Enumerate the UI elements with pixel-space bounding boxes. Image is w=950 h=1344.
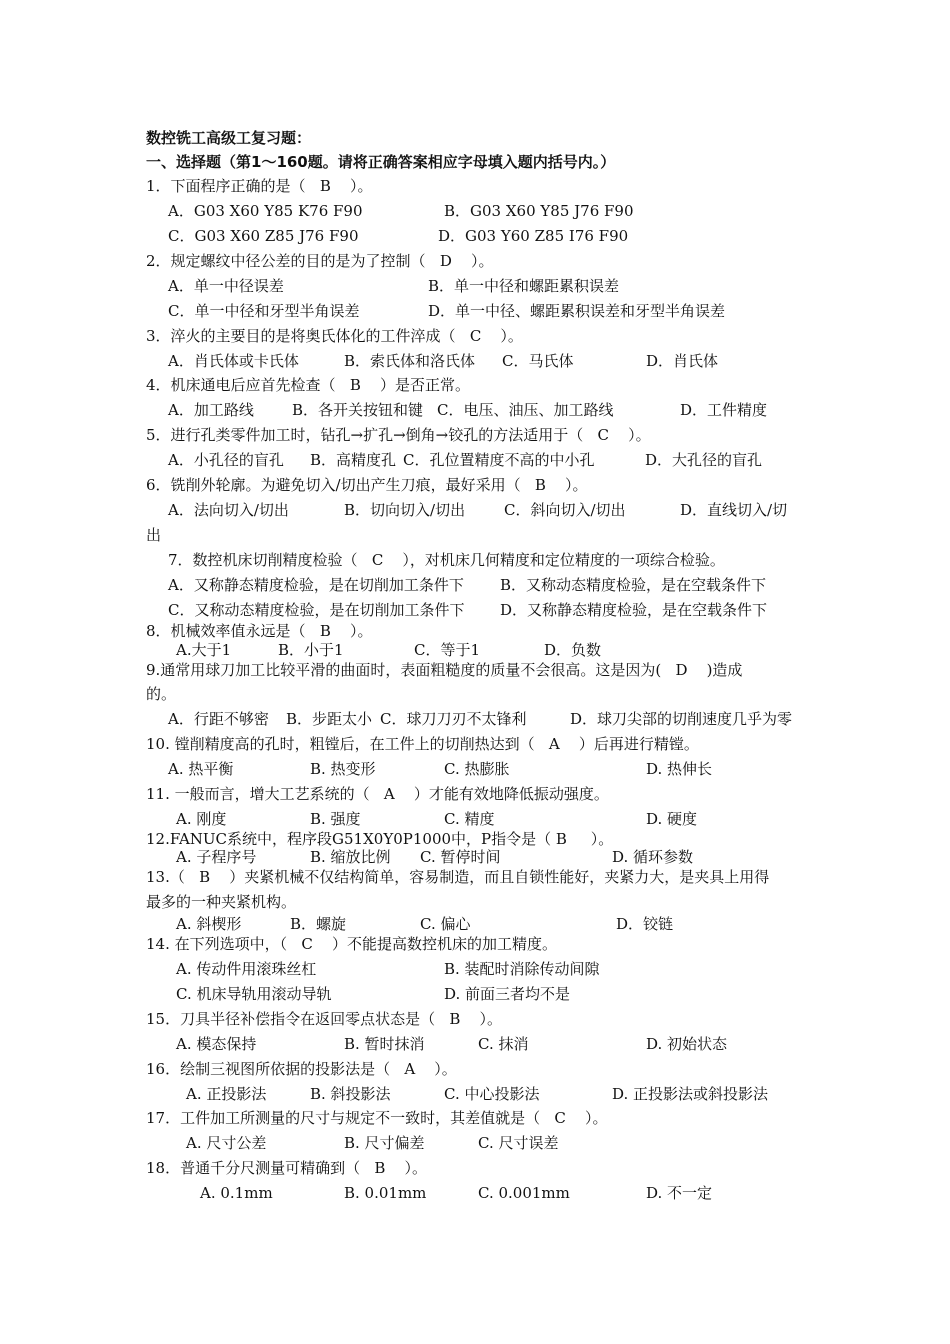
- text-line: C．又称动态精度检验，是在切削加工条件下: [168, 601, 465, 619]
- text-line: C. 尺寸误差: [478, 1134, 559, 1152]
- text-line: A. 刚度: [176, 810, 227, 828]
- text-line: A．肖氏体或卡氏体: [168, 352, 299, 370]
- text-line: C．球刀刀刃不太锋利: [380, 710, 527, 728]
- text-line: B. 装配时消除传动间隙: [444, 960, 600, 978]
- text-line: B. 缩放比例: [310, 848, 391, 866]
- text-line: 最多的一种夹紧机构。: [146, 893, 297, 911]
- section-heading: 一、选择题（第1～160题。请将正确答案相应字母填入题内括号内。）: [146, 153, 616, 171]
- text-line: D．又称静态精度检验，是在空载条件下: [500, 601, 768, 619]
- text-line: D．工件精度: [680, 401, 768, 419]
- text-line: D. 前面三者均不是: [444, 985, 571, 1003]
- text-line: B. 暂时抹消: [344, 1035, 425, 1053]
- text-line: 9.通常用球刀加工比较平滑的曲面时，表面粗糙度的质量不会很高。这是因为( D )造成: [146, 661, 743, 679]
- text-line: D．负数: [544, 641, 602, 659]
- text-line: D. 正投影法或斜投影法: [612, 1085, 769, 1103]
- text-line: 13.（ B ）夹紧机械不仅结构简单，容易制造，而且自锁性能好，夹紧力大，是夹具上用得: [146, 868, 770, 886]
- text-line: C．G03 X60 Z85 J76 F90: [168, 227, 359, 245]
- text-line: A．加工路线: [168, 401, 254, 419]
- text-line: B．单一中径和螺距累积误差: [428, 277, 620, 295]
- text-line: B．螺旋: [290, 915, 347, 933]
- text-line: B．步距太小: [286, 710, 373, 728]
- text-line: B. 强度: [310, 810, 361, 828]
- text-line: B．又称动态精度检验，是在空载条件下: [500, 576, 767, 594]
- text-line: 16．绘制三视图所依据的投影法是（ A ）。: [146, 1060, 457, 1078]
- text-line: C．单一中径和牙型半角误差: [168, 302, 360, 320]
- text-line: B. 斜投影法: [310, 1085, 391, 1103]
- text-line: A．单一中径误差: [168, 277, 284, 295]
- text-line: A．又称静态精度检验，是在切削加工条件下: [168, 576, 464, 594]
- text-line: B．索氏体和洛氏体: [344, 352, 476, 370]
- text-line: D．大孔径的盲孔: [645, 451, 763, 469]
- text-line: 10. 镗削精度高的孔时，粗镗后，在工件上的切削热达到（ A ）后再进行精镗。: [146, 735, 699, 753]
- text-line: B. 尺寸偏差: [344, 1134, 425, 1152]
- text-line: 4．机床通电后应首先检查（ B ）是否正常。: [146, 376, 470, 394]
- text-line: 18．普通千分尺测量可精确到（ B ）。: [146, 1159, 427, 1177]
- document-title: 数控铣工高级工复习题：: [146, 129, 312, 147]
- text-line: C. 热膨胀: [444, 760, 510, 778]
- text-line: D. 热伸长: [646, 760, 713, 778]
- text-line: A. 传动件用滚珠丝杠: [176, 960, 317, 978]
- text-line: B．小于1: [278, 641, 344, 659]
- text-line: A．小孔径的盲孔: [168, 451, 284, 469]
- text-line: D．铰链: [616, 915, 674, 933]
- text-line: C．斜向切入/切出: [504, 501, 626, 519]
- text-line: 出: [146, 526, 162, 544]
- text-line: 6．铣削外轮廓。为避免切入/切出产生刀痕，最好采用（ B ）。: [146, 476, 588, 494]
- text-line: D．G03 Y60 Z85 I76 F90: [438, 227, 629, 245]
- text-line: C. 机床导轨用滚动导轨: [176, 985, 332, 1003]
- text-line: C. 中心投影法: [444, 1085, 540, 1103]
- text-line: C. 暂停时间: [420, 848, 501, 866]
- text-line: A. 0.1mm: [200, 1184, 273, 1202]
- text-line: B．各开关按钮和键: [292, 401, 424, 419]
- text-line: B. 0.01mm: [344, 1184, 427, 1202]
- text-line: 15．刀具半径补偿指令在返回零点状态是（ B ）。: [146, 1010, 502, 1028]
- text-line: 17．工件加工所测量的尺寸与规定不一致时，其差值就是（ C ）。: [146, 1109, 608, 1127]
- text-line: B．高精度孔: [310, 451, 397, 469]
- text-line: 2．规定螺纹中径公差的目的是为了控制（ D ）。: [146, 252, 494, 270]
- text-line: D. 循环参数: [612, 848, 694, 866]
- text-line: D. 初始状态: [646, 1035, 728, 1053]
- text-line: D．球刀尖部的切削速度几乎为零: [570, 710, 793, 728]
- text-line: C. 精度: [444, 810, 495, 828]
- text-line: A. 热平衡: [168, 760, 234, 778]
- text-line: A.大于1: [176, 641, 232, 659]
- text-line: 14. 在下列选项中，（ C ）不能提高数控机床的加工精度。: [146, 935, 557, 953]
- text-line: B．G03 X60 Y85 J76 F90: [444, 202, 634, 220]
- text-line: 7．数控机床切削精度检验（ C ），对机床几何精度和定位精度的一项综合检验。: [168, 551, 725, 569]
- text-line: C．孔位置精度不高的中小孔: [403, 451, 595, 469]
- text-line: A. 斜楔形: [176, 915, 242, 933]
- text-line: A．行距不够密: [168, 710, 269, 728]
- text-line: C. 抹消: [478, 1035, 529, 1053]
- text-line: 8．机械效率值永远是（ B ）。: [146, 622, 373, 640]
- text-line: 5．进行孔类零件加工时，钻孔→扩孔→倒角→铰孔的方法适用于（ C ）。: [146, 426, 651, 444]
- text-line: 11. 一般而言，增大工艺系统的（ A ）才能有效地降低振动强度。: [146, 785, 609, 803]
- text-line: C. 0.001mm: [478, 1184, 570, 1202]
- text-line: A．法向切入/切出: [168, 501, 289, 519]
- text-line: D. 硬度: [646, 810, 698, 828]
- text-line: C．等于1: [414, 641, 481, 659]
- text-line: 12.FANUC系统中，程序段G51X0Y0P1000中，P指令是（ B ）。: [146, 830, 614, 848]
- text-line: D．肖氏体: [646, 352, 719, 370]
- text-line: C．电压、油压、加工路线: [437, 401, 614, 419]
- text-line: 3．淬火的主要目的是将奥氏体化的工件淬成（ C ）。: [146, 327, 523, 345]
- text-line: A. 尺寸公差: [186, 1134, 267, 1152]
- text-line: B. 热变形: [310, 760, 376, 778]
- text-line: 的。: [146, 685, 177, 703]
- text-line: C. 偏心: [420, 915, 471, 933]
- text-line: 1．下面程序正确的是（ B ）。: [146, 177, 373, 195]
- text-line: D．单一中径、螺距累积误差和牙型半角误差: [428, 302, 726, 320]
- text-line: A. 模态保持: [176, 1035, 257, 1053]
- text-line: A. 正投影法: [186, 1085, 267, 1103]
- text-line: B．切向切入/切出: [344, 501, 466, 519]
- text-line: A. 子程序号: [176, 848, 257, 866]
- text-line: D．直线切入/切: [680, 501, 788, 519]
- text-line: A．G03 X60 Y85 K76 F90: [168, 202, 363, 220]
- text-line: C．马氏体: [502, 352, 574, 370]
- text-line: D. 不一定: [646, 1184, 713, 1202]
